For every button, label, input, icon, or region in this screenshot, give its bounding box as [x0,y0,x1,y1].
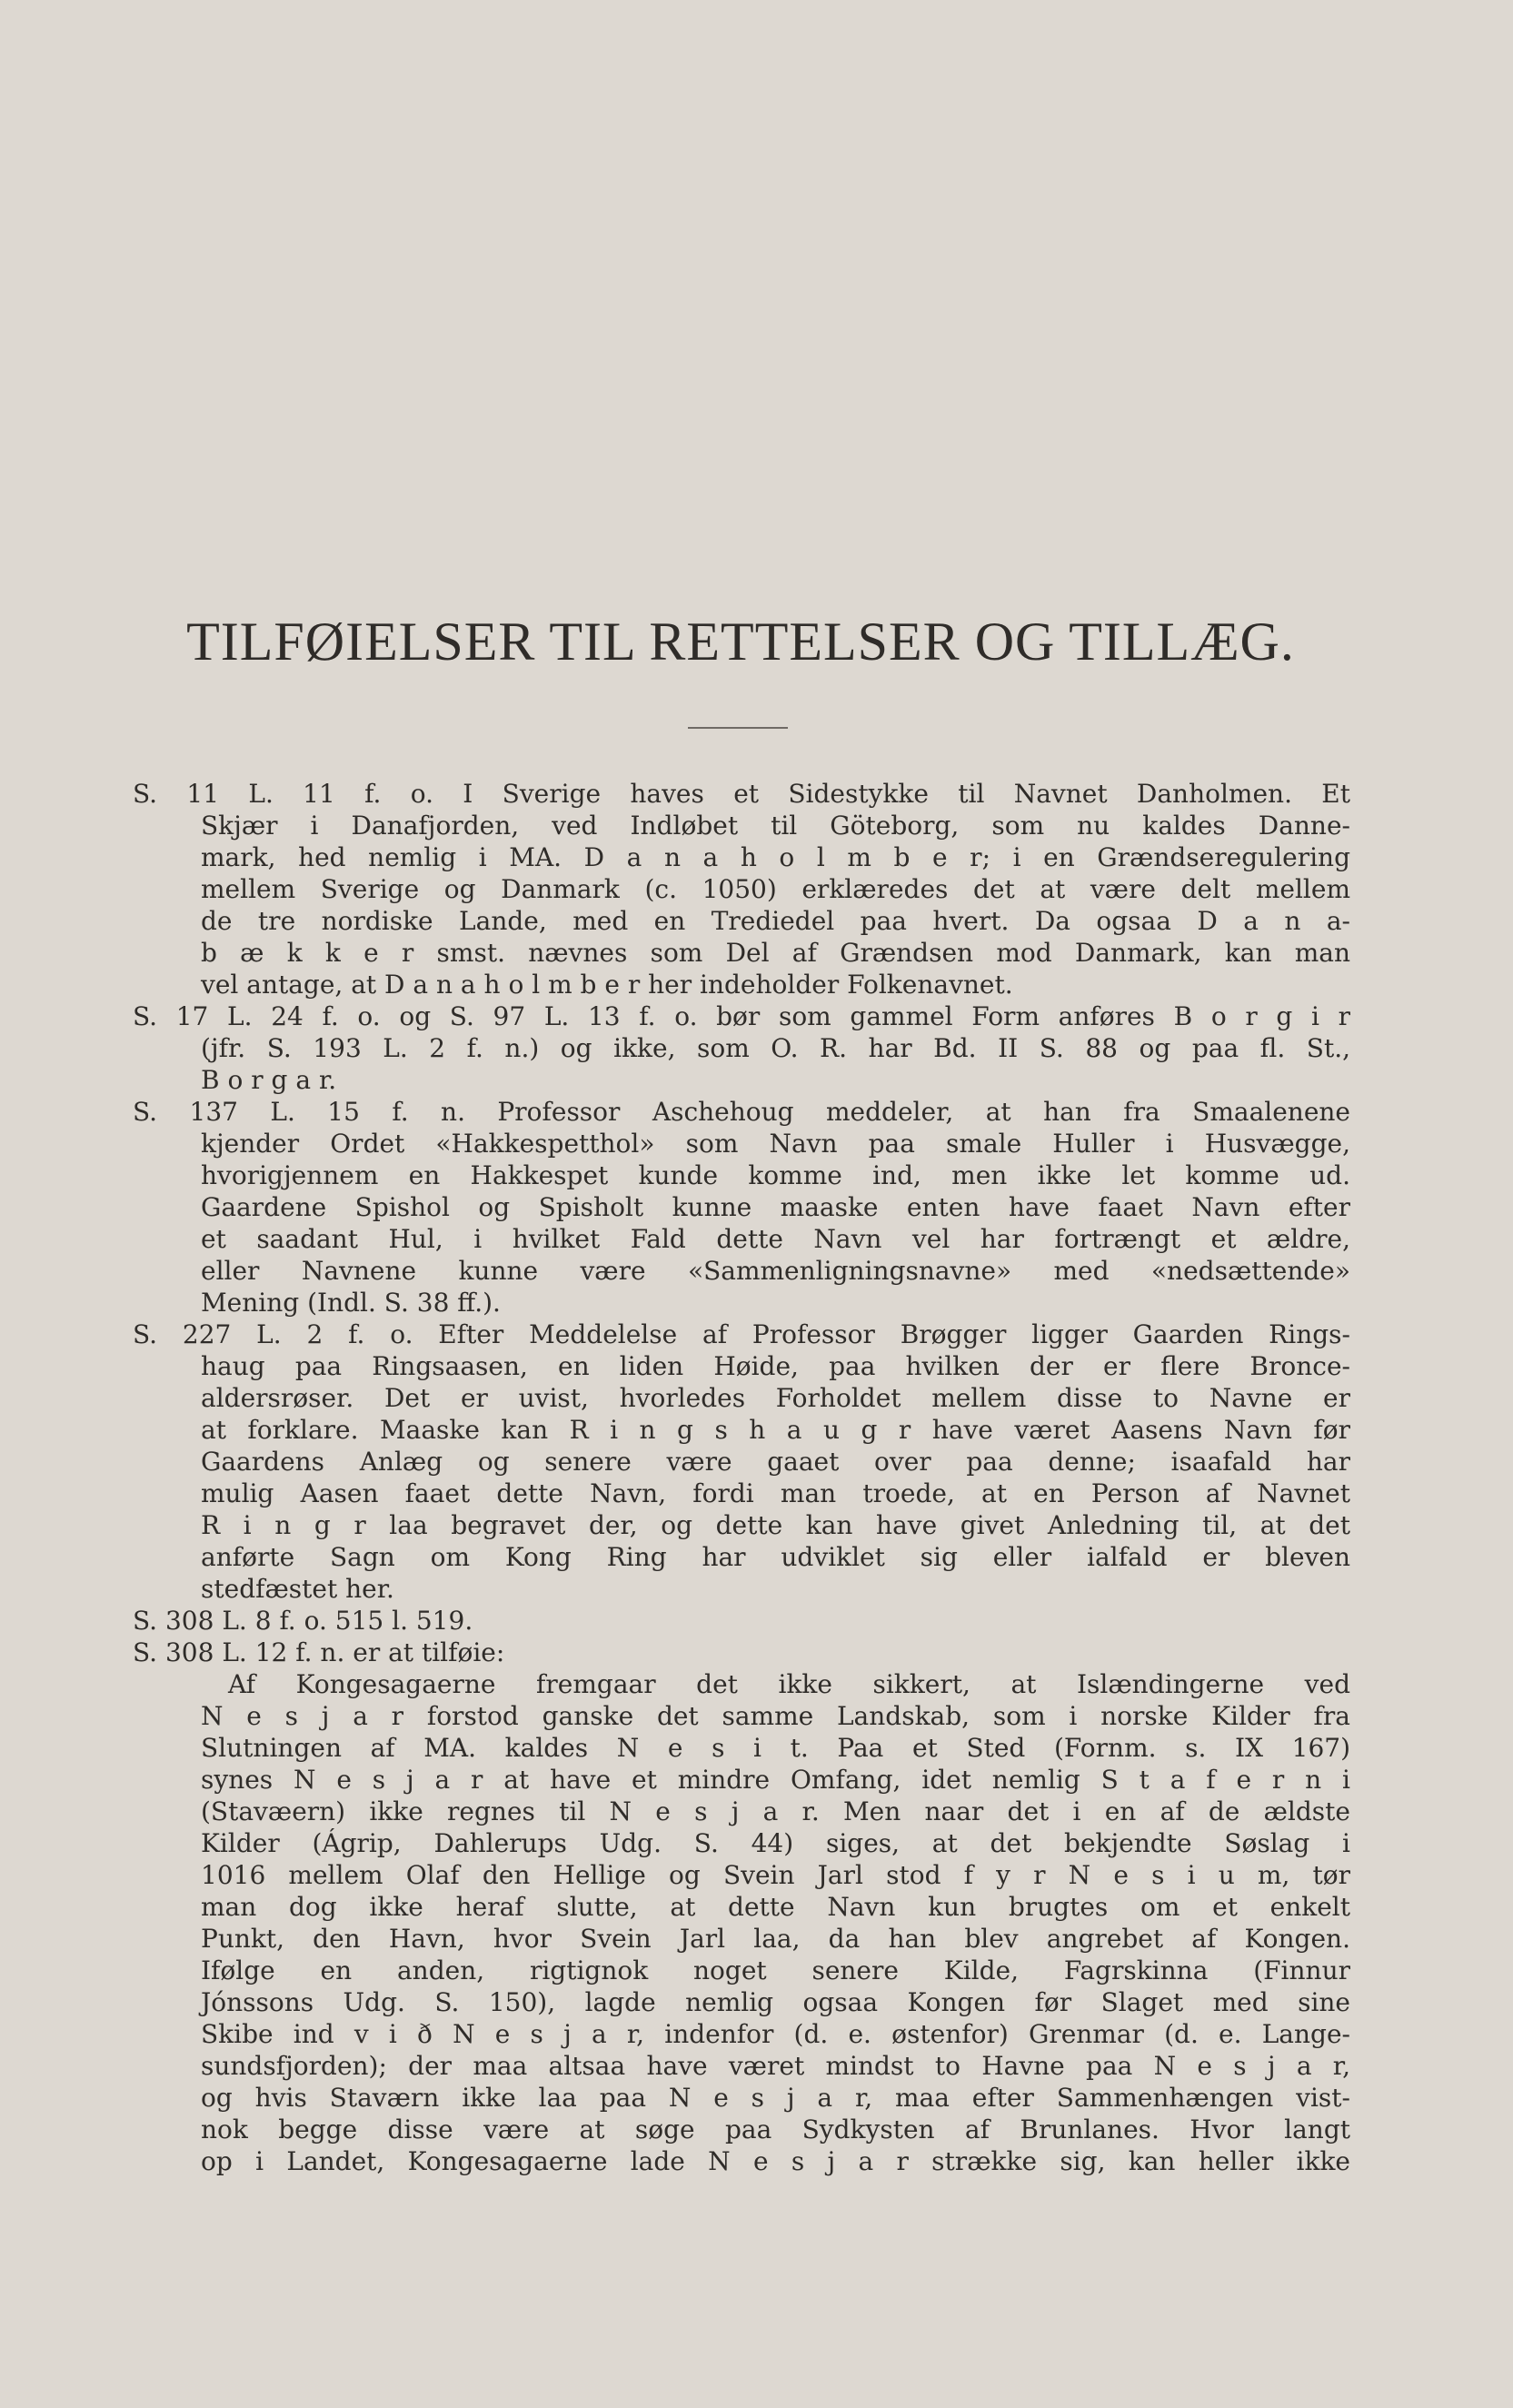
text-line: kjender Ordet «Hakkespetthol» som Navn paa smale Huller i Husvægge, [201,1129,1350,1159]
text-line: og hvis Staværn ikke laa paa N e s j a r, maa efter Sammenhængen vist- [201,2083,1350,2113]
page-title: TILFØIELSER TIL RETTELSER OG TILLÆG. [186,612,1295,672]
text-line: Skjær i Danafjorden, ved Indløbet til Göteborg, som nu kaldes Danne- [201,811,1350,841]
text-line: Slutningen af MA. kaldes N e s i t. Paa et Sted (Fornm. s. IX 167) [201,1733,1350,1763]
text-line: anførte Sagn om Kong Ring har udviklet sig eller ialfald er bleven [201,1542,1350,1572]
text-line: Af Kongesagaerne fremgaar det ikke sikkert, at Islændingerne ved [228,1669,1350,1699]
title-rule [688,727,788,729]
text-line: Kilder (Ágrip, Dahlerups Udg. S. 44) siges, at det bekjendte Søslag i [201,1828,1350,1858]
text-line: sundsfjorden); der maa altsaa have været mindst to Havne paa N e s j a r, [201,2051,1350,2081]
text-line: Mening (Indl. S. 38 ff.). [201,1288,501,1318]
text-line: N e s j a r forstod ganske det samme Landskab, som i norske Kilder fra [201,1701,1350,1731]
text-line: hvorigjennem en Hakkespet kunde komme ind, men ikke let komme ud. [201,1160,1350,1190]
text-line: R i n g r laa begravet der, og dette kan have givet Anledning til, at det [201,1510,1350,1540]
text-line: Skibe ind v i ð N e s j a r, indenfor (d. e. østenfor) Grenmar (d. e. Lange- [201,2019,1350,2049]
text-line: B o r g a r. [201,1065,337,1095]
text-line: Punkt, den Havn, hvor Svein Jarl laa, da han blev angrebet af Kongen. [201,1924,1350,1954]
text-line: nok begge disse være at søge paa Sydkysten af Brunlanes. Hvor langt [201,2114,1350,2144]
text-line: stedfæstet her. [201,1574,394,1604]
text-line: mellem Sverige og Danmark (c. 1050) erklæredes det at være delt mellem [201,874,1350,904]
text-line: mulig Aasen faaet dette Navn, fordi man troede, at en Person af Navnet [201,1478,1350,1508]
text-line: (jfr. S. 193 L. 2 f. n.) og ikke, som O. R. har Bd. II S. 88 og paa fl. St., [201,1033,1350,1063]
text-line: aldersrøser. Det er uvist, hvorledes Forholdet mellem disse to Navne er [201,1383,1350,1413]
text-line: Jónssons Udg. S. 150), lagde nemlig ogsaa Kongen før Slaget med sine [201,1987,1350,2017]
text-line: de tre nordiske Lande, med en Trediedel paa hvert. Da ogsaa D a n a- [201,906,1350,936]
text-line: S. 308 L. 12 f. n. er at tilføie: [133,1637,505,1667]
text-line: Gaardens Anlæg og senere være gaaet over paa denne; isaafald har [201,1447,1350,1477]
text-line: et saadant Hul, i hvilket Fald dette Navn vel har fortrængt et ældre, [201,1224,1350,1254]
text-line: S. 308 L. 8 f. o. 515 l. 519. [133,1606,473,1636]
text-line: 1016 mellem Olaf den Hellige og Svein Jarl stod f y r N e s i u m, tør [201,1860,1350,1890]
text-line: mark, hed nemlig i MA. D a n a h o l m b e r; i en Grændseregulering [201,842,1350,872]
text-line: S. 17 L. 24 f. o. og S. 97 L. 13 f. o. bør som gammel Form anføres B o r g i r [133,1001,1350,1031]
text-line: vel antage, at D a n a h o l m b e r her indeholder Folkenavnet. [201,970,1013,1000]
text-line: S. 11 L. 11 f. o. I Sverige haves et Sidestykke til Navnet Danholmen. Et [133,779,1350,809]
text-line: op i Landet, Kongesagaerne lade N e s j a r strække sig, kan heller ikke [201,2146,1350,2176]
text-line: synes N e s j a r at have et mindre Omfang, idet nemlig S t a f e r n i [201,1765,1350,1795]
text-line: Gaardene Spishol og Spisholt kunne maaske enten have faaet Navn efter [201,1192,1350,1222]
text-line: (Stavæern) ikke regnes til N e s j a r. Men naar det i en af de ældste [201,1796,1350,1826]
text-line: eller Navnene kunne være «Sammenligningsnavne» med «nedsættende» [201,1256,1350,1286]
text-line: b æ k k e r smst. nævnes som Del af Grændsen mod Danmark, kan man [201,938,1350,968]
text-line: S. 227 L. 2 f. o. Efter Meddelelse af Professor Brøgger ligger Gaarden Rings- [133,1319,1350,1349]
text-line: man dog ikke heraf slutte, at dette Navn kun brugtes om et enkelt [201,1892,1350,1922]
text-line: Ifølge en anden, rigtignok noget senere Kilde, Fagrskinna (Finnur [201,1955,1350,1985]
text-line: S. 137 L. 15 f. n. Professor Aschehoug meddeler, at han fra Smaalenene [133,1097,1350,1127]
text-line: at forklare. Maaske kan R i n g s h a u g r have været Aasens Navn før [201,1415,1350,1445]
text-line: haug paa Ringsaasen, en liden Høide, paa hvilken der er flere Bronce- [201,1351,1350,1381]
text-body [133,778,1350,2177]
